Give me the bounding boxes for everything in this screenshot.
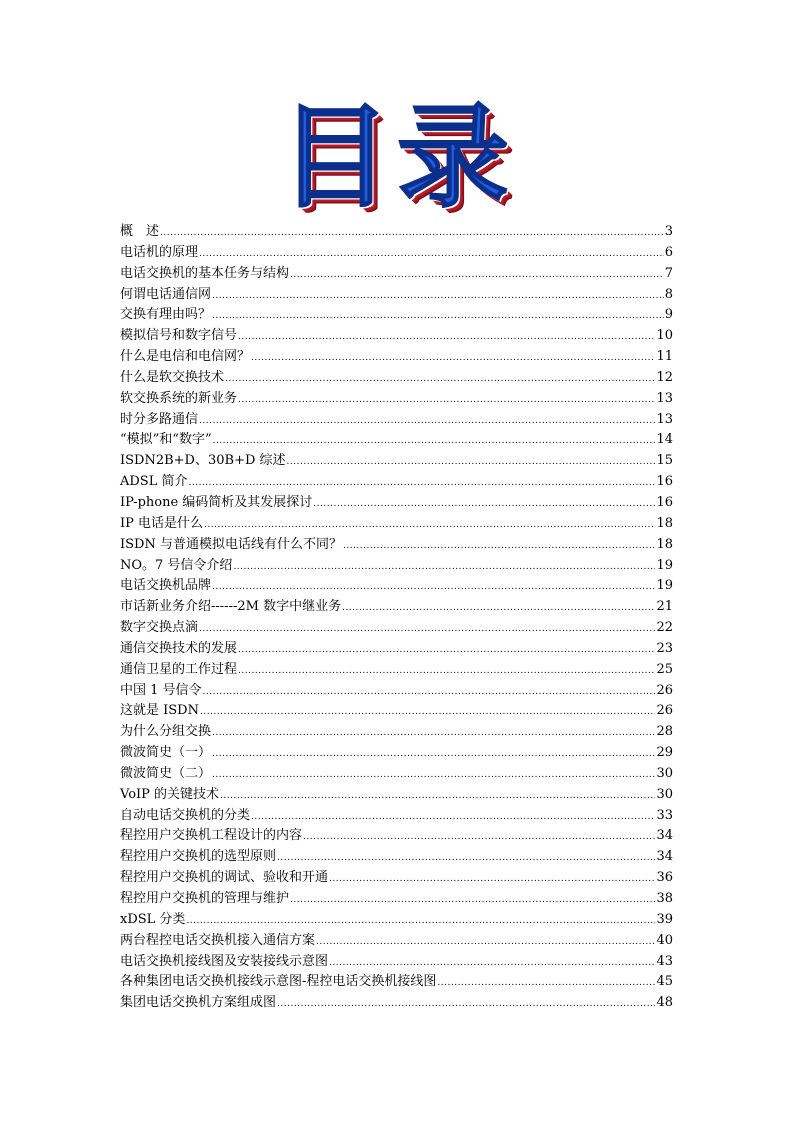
toc-entry-page-number: 14	[656, 432, 673, 448]
toc-entry-page-number: 11	[656, 349, 673, 365]
toc-dot-leader	[238, 640, 655, 661]
toc-entry-title: NO。7 号信令介绍	[120, 557, 233, 573]
toc-entry-page-number: 13	[656, 390, 673, 406]
toc-entry-title: 电话交换机接线图及安装接线示意图	[120, 953, 329, 969]
toc-entry[interactable]	[120, 847, 673, 868]
toc-entry-title: 程控用户交换机的调试、验收和开通	[120, 870, 329, 886]
toc-entry[interactable]	[120, 305, 673, 326]
toc-entry-title: 什么是软交换技术	[120, 369, 225, 385]
toc-entry[interactable]	[120, 326, 673, 347]
toc-dot-leader	[238, 390, 655, 411]
toc-entry-page-number: 34	[656, 849, 673, 865]
toc-entry-title: 中国 1 号信令	[120, 682, 202, 698]
toc-dot-leader	[188, 473, 655, 494]
toc-entry[interactable]	[120, 806, 673, 827]
toc-dot-leader	[287, 452, 656, 473]
toc-entry[interactable]	[120, 389, 673, 410]
toc-dot-leader	[303, 827, 655, 848]
toc-entry-page-number: 16	[656, 474, 673, 490]
toc-entry-title: 模拟信号和数字信号	[120, 328, 238, 344]
toc-dot-leader	[220, 786, 655, 807]
toc-entry-title: “模拟”和“数字”	[120, 432, 212, 448]
toc-dot-leader	[313, 494, 655, 515]
toc-dot-leader	[233, 557, 655, 578]
toc-dot-leader	[238, 661, 655, 682]
toc-dot-leader	[200, 702, 655, 723]
toc-dot-leader	[199, 619, 655, 640]
toc-entry[interactable]	[120, 472, 673, 493]
toc-entry-page-number: 21	[656, 599, 673, 615]
toc-entry-page-number: 6	[664, 244, 673, 260]
toc-entry-title: 软交换系统的新业务	[120, 390, 238, 406]
toc-entry[interactable]	[120, 826, 673, 847]
toc-entry-page-number: 25	[656, 661, 673, 677]
toc-entry[interactable]	[120, 660, 673, 681]
toc-entry-page-number: 28	[656, 724, 673, 740]
toc-entry[interactable]	[120, 410, 673, 431]
toc-dot-leader	[212, 744, 655, 765]
toc-entry-title: ADSL 简介	[120, 474, 188, 490]
toc-entry[interactable]	[120, 347, 673, 368]
toc-entry[interactable]	[120, 493, 673, 514]
toc-entry-title: 程控用户交换机的选型原则	[120, 849, 277, 865]
toc-entry-title: 程控用户交换机工程设计的内容	[120, 828, 303, 844]
toc-entry-title: 电话交换机品牌	[120, 578, 212, 594]
toc-entry-title: 微波简史（一）	[120, 745, 212, 761]
toc-entry[interactable]	[120, 597, 673, 618]
toc-entry-title: ISDN2B+D、30B+D 综述	[120, 453, 286, 469]
toc-entry-page-number: 3	[664, 224, 673, 239]
toc-entry-title: 集团电话交换机方案组成图	[120, 995, 277, 1011]
toc-entry[interactable]	[120, 722, 673, 743]
toc-entry[interactable]	[120, 764, 673, 785]
toc-entry[interactable]	[120, 243, 673, 264]
toc-dot-leader	[212, 306, 664, 327]
toc-dot-leader	[213, 431, 656, 452]
toc-entry[interactable]	[120, 576, 673, 597]
toc-entry-title: 程控用户交换机的管理与维护	[120, 891, 290, 906]
toc-dot-leader	[251, 807, 655, 828]
toc-entry-page-number: 30	[656, 786, 673, 802]
toc-entry-page-number: 10	[656, 328, 673, 344]
toc-entry[interactable]	[120, 868, 673, 889]
toc-entry[interactable]	[120, 639, 673, 660]
toc-dot-leader	[277, 994, 655, 1015]
toc-entry[interactable]	[120, 785, 673, 806]
toc-entry-title: 通信卫星的工作过程	[120, 661, 238, 677]
toc-entry-page-number: 19	[656, 578, 673, 594]
toc-entry-page-number: 12	[656, 369, 673, 385]
toc-entry[interactable]	[120, 681, 673, 702]
toc-dot-leader	[329, 953, 655, 974]
toc-entry-title: 各种集团电话交换机接线示意图-程控电话交换机接线图	[120, 974, 437, 990]
toc-entry[interactable]	[120, 743, 673, 764]
toc-entry-page-number: 9	[664, 307, 673, 323]
toc-entry-title: 市话新业务介绍------2M 数字中继业务	[120, 599, 342, 615]
toc-dot-leader	[251, 348, 655, 369]
toc-entry-title: 数字交换点滴	[120, 620, 199, 636]
toc-entry-title: xDSL 分类	[120, 911, 186, 927]
toc-entry[interactable]	[120, 993, 673, 1014]
toc-entry-page-number: 18	[656, 515, 673, 531]
toc-entry-page-number: 39	[656, 911, 673, 927]
toc-entry-page-number: 26	[656, 682, 673, 698]
toc-entry[interactable]	[120, 222, 673, 243]
toc-entry-page-number: 45	[656, 974, 673, 990]
toc-entry[interactable]	[120, 514, 673, 535]
toc-dot-leader	[290, 890, 655, 911]
title-block	[0, 93, 794, 223]
toc-entry-page-number: 43	[656, 953, 673, 969]
toc-entry-title: 为什么分组交换	[120, 724, 212, 740]
document-title: 目录	[279, 93, 515, 223]
toc-entry-title: IP 电话是什么	[120, 515, 204, 531]
toc-entry-page-number: 40	[656, 932, 673, 948]
table-of-contents	[120, 222, 673, 1014]
toc-entry-page-number: 36	[656, 870, 673, 886]
toc-entry[interactable]	[120, 931, 673, 952]
toc-entry[interactable]	[120, 285, 673, 306]
toc-entry-title: 交换有理由吗？	[120, 307, 212, 323]
toc-entry-page-number: 8	[664, 286, 673, 302]
toc-entry[interactable]	[120, 535, 673, 556]
toc-dot-leader	[203, 682, 656, 703]
toc-entry-title: IP-phone 编码简析及其发展探讨	[120, 494, 313, 510]
toc-entry-title: 电话机的原理	[120, 244, 199, 260]
toc-dot-leader	[290, 265, 664, 286]
toc-dot-leader	[212, 765, 655, 786]
toc-entry-title: 自动电话交换机的分类	[120, 807, 251, 823]
toc-dot-leader	[342, 598, 655, 619]
toc-entry-title: 什么是电信和电信网？	[120, 349, 251, 365]
toc-entry-title: VoIP 的关键技术	[120, 786, 220, 802]
toc-entry-title: 时分多路通信	[120, 411, 199, 427]
toc-entry-page-number: 26	[656, 703, 673, 719]
toc-entry-page-number: 34	[656, 828, 673, 844]
toc-dot-leader	[212, 286, 664, 307]
toc-entry[interactable]	[120, 701, 673, 722]
toc-entry-page-number: 18	[656, 536, 673, 552]
toc-entry-page-number: 33	[656, 807, 673, 823]
toc-entry[interactable]	[120, 556, 673, 577]
toc-entry[interactable]	[120, 910, 673, 931]
toc-dot-leader	[316, 932, 655, 953]
toc-dot-leader	[329, 869, 655, 890]
toc-dot-leader	[199, 411, 655, 432]
toc-entry-page-number: 38	[656, 891, 673, 906]
toc-dot-leader	[277, 848, 655, 869]
toc-dot-leader	[186, 911, 655, 932]
toc-entry-page-number: 29	[656, 745, 673, 761]
toc-entry-title: 微波简史（二）	[120, 765, 212, 781]
toc-dot-leader	[160, 223, 664, 244]
toc-entry-page-number: 48	[656, 995, 673, 1011]
toc-entry[interactable]	[120, 430, 673, 451]
toc-entry-page-number: 30	[656, 765, 673, 781]
toc-entry[interactable]	[120, 264, 673, 285]
toc-dot-leader	[343, 536, 655, 557]
toc-entry[interactable]	[120, 368, 673, 389]
toc-entry[interactable]	[120, 952, 673, 973]
toc-entry-page-number: 13	[656, 411, 673, 427]
toc-entry-title: ISDN 与普通模拟电话线有什么不同？	[120, 536, 342, 552]
toc-entry[interactable]	[120, 889, 673, 910]
toc-entry[interactable]	[120, 618, 673, 639]
toc-dot-leader	[437, 973, 655, 994]
toc-entry-page-number: 16	[656, 494, 673, 510]
toc-dot-leader	[204, 515, 655, 536]
toc-dot-leader	[212, 577, 655, 598]
toc-entry-page-number: 23	[656, 640, 673, 656]
toc-dot-leader	[238, 327, 655, 348]
toc-entry-page-number: 7	[664, 265, 673, 281]
toc-entry-title: 电话交换机的基本任务与结构	[120, 265, 290, 281]
toc-entry-title: 概 述	[120, 224, 160, 239]
toc-entry-title: 这就是 ISDN	[120, 703, 199, 719]
toc-entry-title: 通信交换技术的发展	[120, 640, 238, 656]
toc-entry[interactable]	[120, 972, 673, 993]
toc-entry-title: 两台程控电话交换机接入通信方案	[120, 932, 316, 948]
toc-entry[interactable]	[120, 451, 673, 472]
toc-entry-title: 何谓电话通信网	[120, 286, 212, 302]
toc-entry-page-number: 22	[656, 620, 673, 636]
toc-dot-leader	[212, 723, 655, 744]
toc-dot-leader	[199, 244, 664, 265]
toc-dot-leader	[225, 369, 655, 390]
toc-entry-page-number: 15	[656, 453, 673, 469]
toc-entry-page-number: 19	[656, 557, 673, 573]
